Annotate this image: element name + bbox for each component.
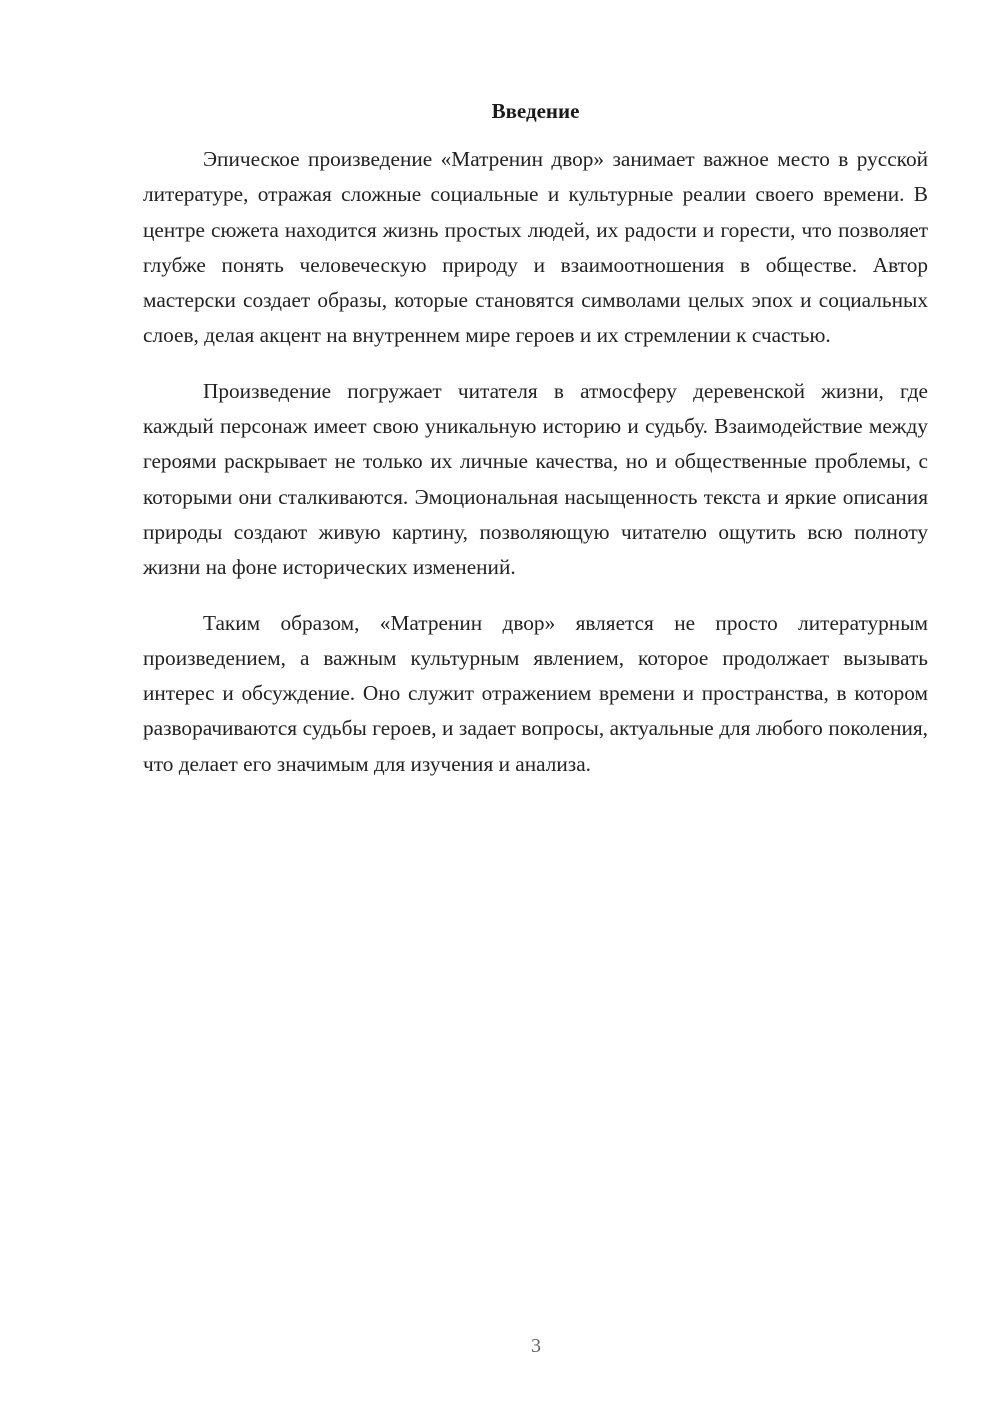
page-content	[143, 96, 928, 782]
paragraph-2: Произведение погружает читателя в атмосферу деревенской жизни, где каждый персонаж имеет свою уникальную историю и судьбу. Взаимодействие между героями раскрывает не только их личные качества, но и общественные проблемы, с которыми они сталкиваются. Эмоциональная насыщенность текста и яркие описания природы создают живую картину, позволяющую читателю ощутить всю полноту жизни на фоне исторических изменений.	[143, 378, 928, 580]
page-number: 3	[531, 1335, 541, 1357]
paragraph-3: Таким образом, «Матренин двор» является не просто литературным произведением, а важным культурным явлением, которое продолжает вызывать интерес и обсуждение. Оно служит отражением времени и пространства, в котором разворачиваются судьбы героев, и задает вопросы, актуальные для любого поколения, что делает его значимым для изучения и анализа.	[143, 610, 928, 776]
paragraph-1: Эпическое произведение «Матренин двор» занимает важное место в русской литературе, отражая сложные социальные и культурные реалии своего времени. В центре сюжета находится жизнь простых людей, их радости и горести, что позволяет глубже понять человеческую природу и взаимоотношения в обществе. Автор мастерски создает образы, которые становятся символами целых эпох и социальных слоев, делая акцент на внутреннем мире героев и их стремлении к счастью.	[143, 147, 928, 348]
section-title: Введение	[491, 99, 580, 123]
